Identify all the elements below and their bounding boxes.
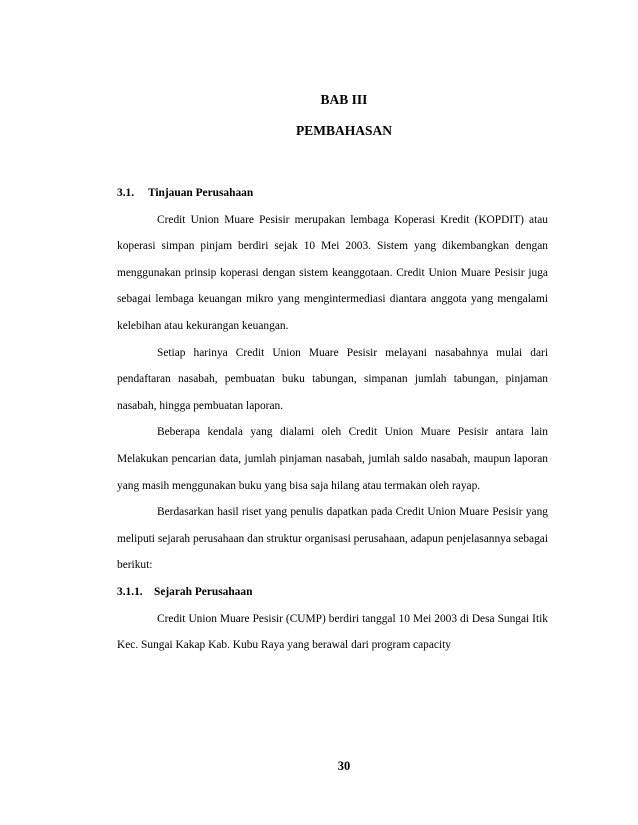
subsection-number: 3.1.1. [117,585,143,598]
page-number: 30 [337,759,351,773]
paragraph: Credit Union Muare Pesisir merupakan lembaga Koperasi Kredit (KOPDIT) atau koperasi simpan pinjam berdiri sejak 10 Mei 2003. Sistem yang dikembangkan dengan menggunakan prinsip koperasi dengan sistem keanggotaan. Credit Union Muare Pesisir juga sebagai lembaga keuangan mikro yang mengintermediasi diantara anggota yang mengalami kelebihan atau kekurangan keuangan. [117,213,548,332]
section-heading-3-1 [117,180,548,207]
paragraph: Setiap harinya Credit Union Muare Pesisir melayani nasabahnya mulai dari pendaftaran nasabah, pembuatan buku tabungan, simpanan jumlah tabungan, pinjaman nasabah, hingga pembuatan laporan. [117,346,548,412]
chapter-title: PEMBAHASAN [295,123,392,138]
section-number: 3.1. [117,187,135,199]
subsection-title: Sejarah Perusahaan [154,585,253,598]
section-heading-3-1-1 [117,579,548,606]
body-content [117,180,548,659]
paragraph: Beberapa kendala yang dialami oleh Credit Union Muare Pesisir antara lain Melakukan pencarian data, jumlah pinjaman nasabah, jumlah saldo nasabah, maupun laporan yang masih menggunakan buku yang bisa saja hilang atau termakan oleh rayap. [117,426,548,492]
paragraph: Credit Union Muare Pesisir (CUMP) berdiri tanggal 10 Mei 2003 di Desa Sungai Itik Kec. Sungai Kakap Kab. Kubu Raya yang berawal dari program capacity [117,612,548,652]
chapter-label: BAB III [320,92,368,107]
section-title: Tinjauan Perusahaan [148,187,254,199]
paragraph: Berdasarkan hasil riset yang penulis dapatkan pada Credit Union Muare Pesisir yang meliputi sejarah perusahaan dan struktur organisasi perusahaan, adapun penjelasannya sebagai berikut: [117,506,548,572]
